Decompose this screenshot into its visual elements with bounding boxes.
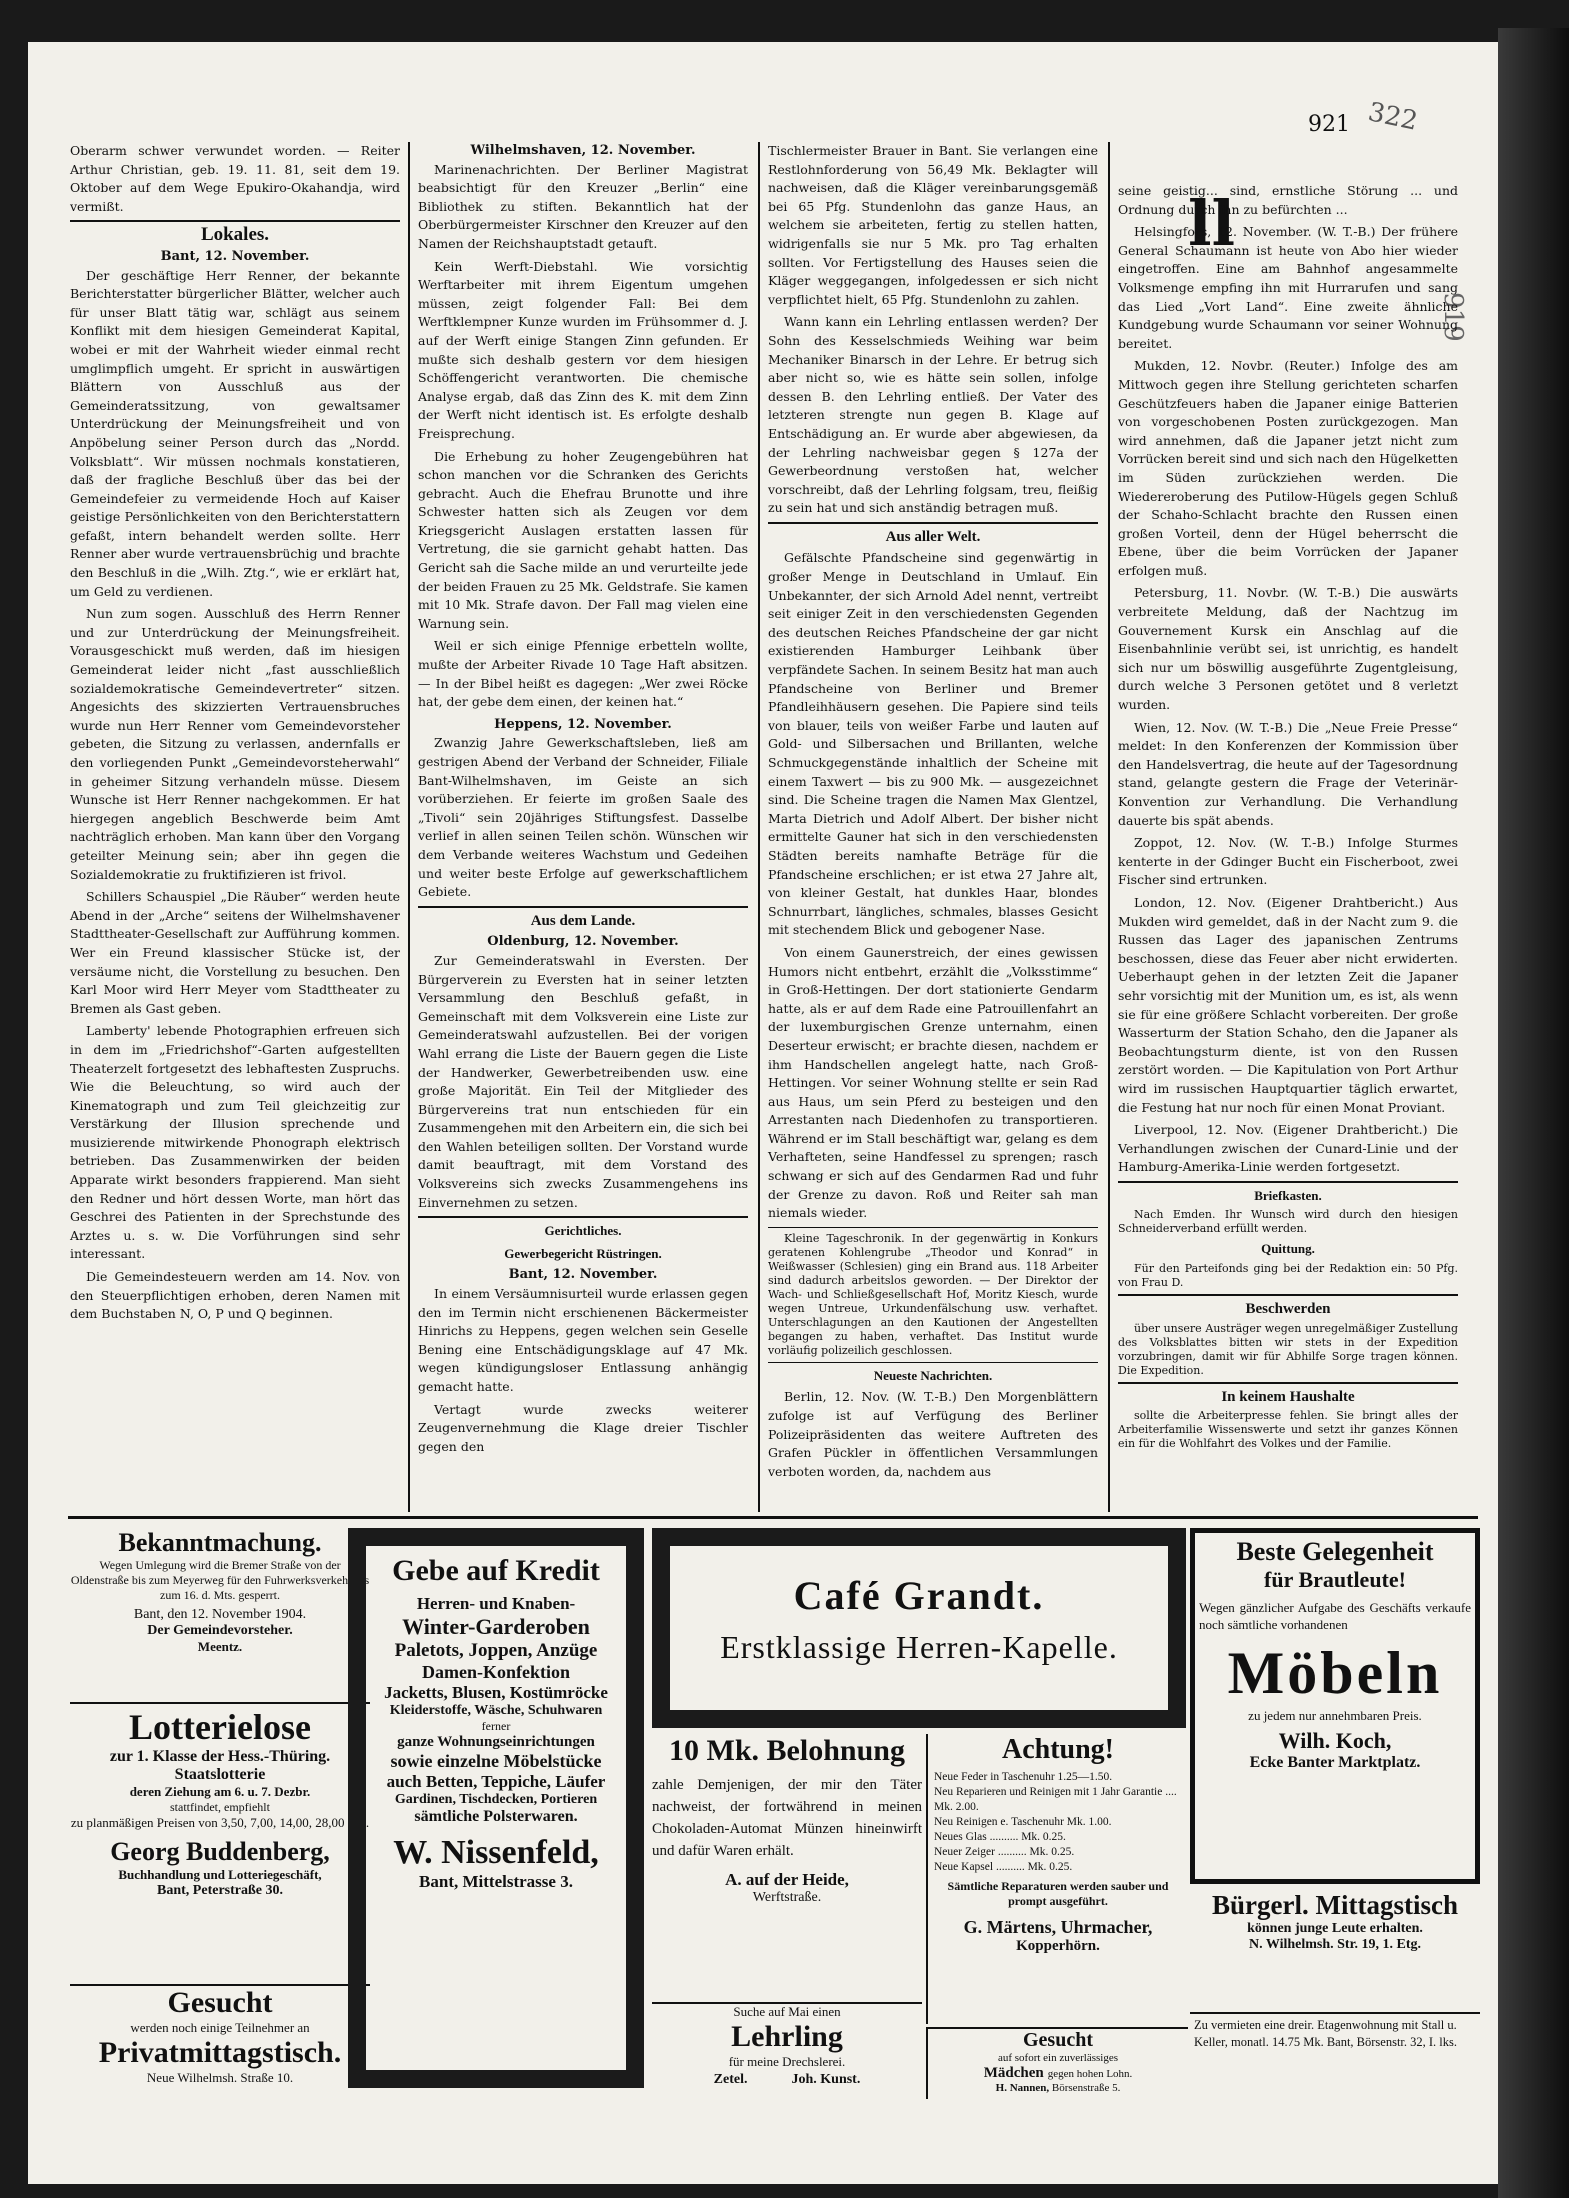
article-text: Wann kann ein Lehrling entlassen werden? Der Sohn des Kesselschmieds Weihing war beim Mechaniker Binarsch in der Lehre. Er betrug sich aber nicht so, wie es hätte sein sollen, infolge dessen B. den Lehrling entließ. Der Vater des letzteren strengte nun gegen B. Klage auf Entschädigung an. Er wurde aber abgewiesen, da der Lehrling nachweisbar gegen § 127a der Gewerbeordnung verstoßen hat, welcher vorschreibt, daß der Lehrling folgsam, treu, fleißig zu sein hat und sich anständig betragen muß. bbox=[768, 314, 1098, 516]
ad-title: Gesucht bbox=[167, 1986, 273, 2019]
ad-achtung-uhrmacher bbox=[926, 1734, 1188, 2024]
article-text: Berlin, 12. Nov. (W. T.-B.) Den Morgenblättern zufolge ist auf Verfügung des Berliner Polizeipräsidenten das weitere Auftreten des Grafen Pückler in öffentlichen Versammlungen verboten worden, da, nachdem aus bbox=[768, 1389, 1098, 1479]
ad-text: Börsenstraße 5. bbox=[1051, 2082, 1121, 2094]
article-text: Oberarm schwer verwundet worden. — Reiter Arthur Christian, geb. 19. 11. 81, seit dem 19. Oktober auf dem Wege Epukiro-Okahandja, wird vermißt. bbox=[70, 143, 400, 214]
article-text: Von einem Gaunerstreich, der eines gewissen Humors nicht entbehrt, erzählt die „Volksstimme“ in Groß-Hettingen. Der dort stationierte Gendarm hatte, als er auf dem Rade eine Patrouillenfahrt an der luxemburgischen Grenze unternahm, einen Deserteur erwischt; er brachte diesen, nachdem er ihm Handschellen angelegt hatte, nach Groß-Hettingen. Vor seiner Wohnung stellte er sein Rad aus Haus, um sein Pferd zu besteigen und den Arrestanten nach Diedenhofen zu transportieren. Während er im Stall beschäftigt war, gelang es dem Verhafteten, seine Handfessel zu sprengen; rasch schwang er sich auf des Gendarmen Rad und fuhr der Grenze zu davon. Roß und Reiter sah man niemals wieder. bbox=[768, 944, 1098, 1221]
column-rule bbox=[758, 142, 760, 1512]
article-text: Wien, 12. Nov. (W. T.-B.) Die „Neue Freie Presse“ meldet: In den Konferenzen der Kommission über den Handelsvertrag, die heute auf der Tagesordnung stand, gelangte gestern die Frage der Veterinär-Konvention zur Verhandlung. Die Verhandlung dauerte bis spät abends. bbox=[1118, 719, 1458, 828]
ad-title: Gesucht bbox=[1023, 2029, 1093, 2051]
ad-text: Bant, Peterstraße 30. bbox=[157, 1883, 283, 1898]
article-text: Die Gemeindesteuern werden am 14. Nov. von den Steuerpflichtigen erhoben, deren Namen mit dem Buchstaben N, O, P und Q beginnen. bbox=[70, 1269, 400, 1322]
ad-text: zu jedem nur annehmbaren Preis. bbox=[1248, 1708, 1422, 1723]
divider bbox=[768, 522, 1098, 524]
dateline: Heppens, 12. November. bbox=[494, 716, 672, 732]
article-text: Zwanzig Jahre Gewerkschaftsleben, ließ am gestrigen Abend der Verband der Schneider, Filiale Bant-Wilhelmshaven, im Geiste an sich vorüberziehen. Er feierte im großen Saale des „Tivoli“ sein 20jähriges Stiftungsfest. Dasselbe verlief in allen seinen Teilen schön. Wünschen wir dem Verbande weiteres Wachstum und Gedeihen und weiter beste Erfolge auf gewerkschaftlichem Gebiete. bbox=[418, 735, 748, 900]
binding-edge bbox=[1498, 28, 1569, 2198]
ad-name: A. auf der Heide, bbox=[725, 1870, 849, 1889]
ad-text: zur 1. Klasse der Hess.-Thüring. bbox=[109, 1748, 331, 1765]
section-heading: Aus dem Lande. bbox=[530, 912, 636, 929]
article-text: Liverpool, 12. Nov. (Eigener Drahtbericht.) Die Verhandlungen zwischen der Cunard-Linie und der Hamburg-Amerika-Linie werden fortgesetzt. bbox=[1118, 1122, 1458, 1175]
ad-text: Der Gemeindevorsteher. bbox=[147, 1623, 293, 1638]
article-text: Zur Gemeinderatswahl in Eversten. Der Bürgerverein zu Eversten hat in seiner letzten Versammlung den Beschluß gefaßt, in Gemeinschaft mit dem Volksverein eine Liste zur Gemeinderatswahl aufzustellen. Bei der vorigen Wahl errang die Liste der Bauern gegen die Liste der Handwerker, Gewerbetreibenden usw. eine große Majorität. Ein Teil der Mitglieder des Bürgervereins trat nun entschieden für ein Zusammengehen mit den Arbeitern ein, die sich bei den Wahlen beteiligen sollten. Der Vorstand wurde damit beauftragt, mit dem Vorstand des Volksvereins sich zwecks Zusammengehens ins Einvernehmen zu setzen. bbox=[418, 952, 748, 1210]
ad-title: Café Grandt. bbox=[793, 1573, 1045, 1618]
ad-name: Joh. Kunst. bbox=[791, 2072, 861, 2087]
ad-zu-vermieten bbox=[1190, 2012, 1480, 2096]
ad-buergerl-mittagstisch bbox=[1190, 1890, 1480, 2010]
ad-text: Ecke Banter Marktplatz. bbox=[1249, 1754, 1421, 1771]
ad-gesucht-mittagstisch bbox=[70, 1984, 370, 2096]
ad-text: ganze Wohnungseinrichtungen bbox=[397, 1734, 595, 1750]
ad-text: Winter-Garderoben bbox=[402, 1614, 590, 1639]
ad-nissenfeld-kredit bbox=[348, 1528, 644, 2088]
newspaper-page bbox=[28, 42, 1498, 2184]
ad-name: G. Märtens, Uhrmacher, bbox=[963, 1917, 1153, 1937]
article-text: Zoppot, 12. Nov. (W. T.-B.) Infolge Sturmes kenterte in der Gdinger Bucht ein Fischerboot, zwei Fischer sind ertrunken. bbox=[1118, 835, 1458, 888]
ad-gesucht-maedchen bbox=[926, 2027, 1188, 2099]
article-text: Nach Emden. Ihr Wunsch wird durch den hiesigen Schneiderverband erfüllt werden. bbox=[1118, 1208, 1458, 1236]
article-text: Für den Parteifonds ging bei der Redaktion ein: 50 Pfg. von Frau D. bbox=[1118, 1262, 1458, 1290]
ad-name: H. Nannen, bbox=[995, 2082, 1050, 2094]
ad-text: Mädchen bbox=[983, 2065, 1044, 2081]
subheading: Gewerbegericht Rüstringen. bbox=[504, 1245, 662, 1261]
section-heading: In keinem Haushalte bbox=[1221, 1388, 1355, 1405]
ad-name: Georg Buddenberg, bbox=[110, 1837, 330, 1866]
divider bbox=[70, 220, 400, 222]
divider bbox=[1118, 1181, 1458, 1183]
ad-text: gegen hohen Lohn. bbox=[1047, 2068, 1133, 2080]
ad-title: Gebe auf Kredit bbox=[392, 1554, 600, 1587]
ad-text: Suche auf Mai einen bbox=[733, 2004, 841, 2019]
ad-section-rule bbox=[68, 1516, 1478, 1519]
section-heading: Quittung. bbox=[1261, 1241, 1315, 1257]
section-heading: Briefkasten. bbox=[1254, 1187, 1322, 1203]
column-rule bbox=[1108, 142, 1110, 1512]
price-row: Neu Reinigen e. Taschenuhr Mk. 1.00. bbox=[934, 1816, 1112, 1828]
ad-text: auf sofort ein zuverlässiges bbox=[997, 2052, 1119, 2064]
ad-text: N. Wilhelmsh. Str. 19, 1. Etg. bbox=[1248, 1937, 1422, 1952]
ad-big-word: Möbeln bbox=[1227, 1640, 1443, 1706]
ad-subtitle: Erstklassige Herren-Kapelle. bbox=[720, 1629, 1118, 1665]
article-text: sollte die Arbeiterpresse fehlen. Sie bringt alles der Arbeiterfamilie Wissenswerte und setzt ihr ganzes Können ein für die Wohlfahrt des Volkes und der Familie. bbox=[1118, 1409, 1458, 1451]
ad-lehrling bbox=[652, 2002, 922, 2096]
ad-text: Staatslotterie bbox=[174, 1766, 266, 1783]
divider bbox=[1118, 1294, 1458, 1296]
section-heading: Lokales. bbox=[200, 224, 270, 246]
ad-title: Lehrling bbox=[731, 2020, 843, 2053]
divider bbox=[418, 1216, 748, 1218]
ad-text: Jacketts, Blusen, Kostümröcke bbox=[384, 1683, 608, 1702]
ad-title: Bekanntmachung. bbox=[118, 1528, 322, 1557]
ad-title: Bürgerl. Mittagstisch bbox=[1212, 1890, 1458, 1920]
column-2 bbox=[418, 142, 748, 1460]
ad-text: werden noch einige Teilnehmer an bbox=[130, 2020, 310, 2035]
ad-text: zu planmäßigen Preisen von 3,50, 7,00, 14,00, 28,00 Mk. bbox=[70, 1815, 370, 1830]
ad-text: Damen-Konfektion bbox=[422, 1662, 570, 1682]
ad-text: Wegen gänzlicher Aufgabe des Geschäfts verkaufe noch sämtliche vorhandenen bbox=[1199, 1600, 1471, 1632]
article-text: Schillers Schauspiel „Die Räuber“ werden heute Abend in der „Arche“ seitens der Wilhelmshavener Stadttheater-Gesellschaft zur Aufführung kommen. Wer ein Freund klassischer Stücke ist, der versäume nicht, die Vorstellung zu besuchen. Den Karl Moor wird Herr Meyer vom Stadttheater zu Bremen als Gast geben. bbox=[70, 889, 400, 1016]
page-number: 921 bbox=[1308, 112, 1350, 137]
article-text: Lamberty' lebende Photographien erfreuen sich in dem im „Friedrichshof“-Garten aufgestellten Theaterzelt fortgesetzt des lebhaftesten Zuspruchs. Wie die Beleuchtung, so wird auch der Kinematograph und zum Teil gleichzeitig zur Verstärkung der Illusion sprechende und musizierende mitwirkende Phonograph elektrisch betrieben. Das Zusammenwirken der beiden Apparate wirkt besonders frappierend. Man sieht den Redner und hört dessen Worte, man hört das Geschrei des Patienten in der Sprechstunde des Arztes u. s. w. Die Vorführungen sind sehr interessant. bbox=[70, 1023, 400, 1262]
ad-text: Buchhandlung und Lotteriegeschäft, bbox=[118, 1867, 322, 1882]
ad-text: deren Ziehung am 6. u. 7. Dezbr. bbox=[129, 1784, 311, 1799]
ad-text: auch Betten, Teppiche, Läufer bbox=[386, 1772, 606, 1791]
dateline: Bant, 12. November. bbox=[160, 248, 310, 264]
ad-title: Lotterielose bbox=[129, 1707, 311, 1747]
article-text: Nun zum sogen. Ausschluß des Herrn Renner und zur Unterdrückung der Meinungsfreiheit. Vorausgeschickt muß werden, daß im hiesigen Gemeinderat leider nicht „fast ausschließlich sozialdemokratische Gemeindevertreter“ sitzen. Angesichts des skizzierten Vertrauensbruches wurde nun Herr Renner vom Gemeindevorsteher gebeten, die Sitzung zu verlassen, andernfalls er den vorliegenden Punkt „Gemeindevorsteherwahl“ in geheimer Sitzung verhandeln müsse. Diesem Wunsche ist Herr Renner nachgekommen. Er hat hiergegen angeblich Beschwerde beim Amt nachträglich erhoben. Man kann über den Vorgang geteilter Meinung sein; aber ihn gegen die Sozialdemokratie zu fruktifizieren ist frivol. bbox=[70, 606, 400, 882]
ad-text: Bant, den 12. November 1904. bbox=[133, 1607, 307, 1622]
ad-text: Herren- und Knaben- bbox=[416, 1594, 576, 1613]
ad-lotterielose bbox=[70, 1702, 370, 1984]
divider bbox=[1118, 1382, 1458, 1384]
dateline: Oldenburg, 12. November. bbox=[487, 934, 679, 950]
corner-mark: 322 bbox=[1365, 97, 1421, 137]
ad-text: sämtliche Polsterwaren. bbox=[414, 1808, 578, 1825]
column-4 bbox=[1118, 142, 1458, 1455]
ad-text: Privatmittagstisch. bbox=[98, 2036, 342, 2069]
dateline: Bant, 12. November. bbox=[508, 1267, 658, 1283]
ad-text: Paletots, Joppen, Anzüge bbox=[394, 1640, 598, 1661]
ad-title: Beste Gelegenheit bbox=[1236, 1537, 1434, 1566]
ad-title: 10 Mk. Belohnung bbox=[669, 1734, 905, 1767]
column-1 bbox=[70, 142, 400, 1328]
ad-subtitle: für Brautleute! bbox=[1264, 1567, 1406, 1592]
article-text: Vertagt wurde zwecks weiterer Zeugenvernehmung die Klage dreier Tischler gegen den bbox=[418, 1401, 748, 1454]
article-text: über unsere Austräger wegen unregelmäßiger Zustellung des Volksblattes bitten wir stets in der Expedition vorzubringen, damit wir für Abhilfe Sorge tragen können. Die Expedition. bbox=[1118, 1321, 1458, 1377]
ad-text: Kopperhörn. bbox=[1016, 1938, 1100, 1954]
side-mark: 919 bbox=[1437, 292, 1468, 342]
price-row: Neue Feder in Taschenuhr 1.25—1.50. bbox=[934, 1771, 1113, 1783]
ad-text: Zu vermieten eine dreir. Etagenwohnung mit Stall u. Keller, monatl. 14.75 Mk. Bant, Börsenstr. 32, I. lks. bbox=[1194, 2018, 1458, 2049]
ad-text: Gardinen, Tischdecken, Portieren bbox=[394, 1792, 598, 1807]
dateline: Wilhelmshaven, 12. November. bbox=[470, 143, 696, 158]
column-rule bbox=[408, 142, 410, 1512]
ad-belohnung bbox=[652, 1734, 922, 1994]
ad-text: Bant, Mittelstrasse 3. bbox=[419, 1872, 573, 1891]
price-row: Neu Reparieren und Reinigen mit 1 Jahr Garantie .... Mk. 2.00. bbox=[934, 1786, 1177, 1813]
ad-text: sowie einzelne Möbelstücke bbox=[390, 1751, 602, 1771]
ad-moebel-koch bbox=[1190, 1528, 1480, 1884]
ad-text: zahle Demjenigen, der mir den Täter nachweist, der fortwährend in meinen Chokoladen-Automat Münzen hineinwirft und dafür Waren erhält. bbox=[652, 1777, 922, 1859]
divider bbox=[768, 1227, 1098, 1228]
price-row: Neues Glas .......... Mk. 0.25. bbox=[934, 1831, 1066, 1843]
article-text: Der geschäftige Herr Renner, der bekannte Berichterstatter bürgerlicher Blätter, welcher auch für unser Blatt tätig war, schlägt aus seinem Konflikt mit dem hiesigen Gemeinderat Kapital, wobei er mit der Wahrheit wieder einmal recht umglimpflich umgeht. Er spricht in auswärtigen Blättern von Ausschluß aus der Gemeinderatssitzung, von gewaltsamer Unterdrückung der Meinungsfreiheit und von Anpöbelung seiner Person durch das „Nordd. Volksblatt“. Wir müssen nochmals konstatieren, daß der fragliche Beschluß über das bei der Gemeindefeier zu vermeidende Hoch auf Kaiser geistige Persönlichkeiten von den Berichterstattern gefaßt, intern behandelt werden sollte. Herr Renner aber wurde vertrauensbrüchig und brachte den Beschluß in die „Wilh. Ztg.“, wie er erklärt hat, um Geld zu verdienen. bbox=[70, 267, 400, 599]
article-text: Marinenachrichten. Der Berliner Magistrat beabsichtigt für den Kreuzer „Berlin“ eine Bibliothek zu stiften. Bekanntlich hat der Oberbürgermeister Kirschner den Kreuzer auf den Namen der Reichshauptstadt getauft. bbox=[418, 161, 748, 251]
price-row: Neue Kapsel .......... Mk. 0.25. bbox=[934, 1861, 1073, 1873]
divider bbox=[418, 906, 748, 908]
article-text: Tischlermeister Brauer in Bant. Sie verlangen eine Restlohnforderung von 56,49 Mk. Beklagter will nachweisen, daß die Kläger vereinbarungsgemäß bei 65 Pfg. Stundenlohn das ganze Haus, an welchem sie arbeiteten, fertig zu stellen hatten, widrigenfalls sie nur 5 Mk. pro Tag erhalten sollten. Vor Fertigstellung des Hauses seien die Kläger weggegangen, infolgedessen er sich nicht verpflichtet hielt, 65 Pfg. Stundenlohn zu zahlen. bbox=[768, 143, 1098, 307]
article-text: Helsingfors, 12. November. (W. T.-B.) Der frühere General Schaumann ist heute von Abo hier wieder eingetroffen. Eine am Bahnhof angesammelte Volksmenge empfing ihn mit Hurrarufen und sang das Lied „Vort Land“. Eine zweite ähnliche Kundgebung wurde Schaumann vor seiner Wohnung bereitet. bbox=[1118, 224, 1458, 351]
article-text: In einem Versäumnisurteil wurde erlassen gegen den im Termin nicht erschienenen Bäckermeister Hinrichs zu Heppens, gegen welchen sein Geselle Bening eine Entschädigungsklage auf 47 Mk. wegen kündigungsloser Entlassung anhängig gemacht hatte. bbox=[418, 1286, 748, 1394]
ad-text: für meine Drechslerei. bbox=[728, 2054, 846, 2069]
article-text: Petersburg, 11. Novbr. (W. T.-B.) Die auswärts verbreitete Meldung, daß der Nachtzug im Gouvernement Kursk ein Anschlag auf die Eisenbahnlinie verübt sei, ist unrichtig, es handelt sich nur um böswillig ausgeführte Zugentgleisung, durch welche 3 Personen getötet und 8 verletzt wurden. bbox=[1118, 585, 1458, 713]
ad-text: Wegen Umlegung wird die Bremer Straße von der Oldenstraße bis zum Meyerweg für den Fuhrwerksverkehr bis zum 16. d. Mts. gesperrt. bbox=[70, 1558, 370, 1602]
ad-name: Wilh. Koch, bbox=[1278, 1728, 1392, 1753]
article-text: Gefälschte Pfandscheine sind gegenwärtig in großer Menge in Deutschland in Umlauf. Ein Unbekannter, der sich Arnold Adel nennt, vertreibt seit einiger Zeit in den verschiedensten Gegenden des deutschen Reiches Pfandscheine der gar nicht existierenden Hamburger Leihbank über verpfändete Sachen. In seinem Besitz hat man auch Pfandscheine von Berliner und Bremer Pfandleihhäusern gesehen. Die Papiere sind teils von blauer, teils von weißer Farbe und lauten auf Gold- und Silbersachen und Brillanten, welche Schmuckgegenstände inhaltlich der Scheine mit einem Taxwert — bis zu 900 Mk. — ausgezeichnet sind. Die Scheine tragen die Namen Max Glentzel, Marta Dietrich und Adolf Albert. Der bisher nicht ermittelte Gauner hat sich in den verschiedensten Städten bereits namhafte Beträge für die Pfandscheine erschlichen; er ist etwa 27 Jahre alt, von kleiner Gestalt, hat dunkles Haar, blondes Schnurrbart, längliches, schmales, blasses Gesicht mit stechendem Blick und gebogener Nase. bbox=[768, 550, 1098, 938]
ad-title: Achtung! bbox=[1001, 1734, 1114, 1765]
ad-text: stattfindet, empfiehlt bbox=[170, 1800, 270, 1814]
price-row: Neuer Zeiger .......... Mk. 0.25. bbox=[934, 1846, 1075, 1858]
article-text: Mukden, 12. Novbr. (Reuter.) Infolge des am Mittwoch gegen ihre Stellung gerichteten scharfen Geschützfeuers haben die Japaner einige Batterien von vorgeschobenen Posten zurückgezogen. Man wird annehmen, daß die Japaner jetzt nicht zum Vorrücken bereit sind und sich nach den Hügelketten im Süden zurückziehen werden. Die Wiedereroberung des Putilow-Hügels gegen Schluß der Schaho-Schlacht brachte den Russen einen großen Vorteil, denn der Hügel beherrscht die Ebene, über die beim Vorrücken der Japaner erfolgen muß. bbox=[1118, 358, 1458, 578]
ad-text: Werftstraße. bbox=[752, 1890, 822, 1905]
ad-text: Neue Wilhelmsh. Straße 10. bbox=[146, 2070, 294, 2085]
ad-bekanntmachung bbox=[70, 1528, 370, 1698]
divider bbox=[768, 1362, 1098, 1363]
section-heading: Beschwerden bbox=[1245, 1301, 1331, 1318]
article-text: Kleine Tageschronik. In der gegenwärtig in Konkurs geratenen Kohlengrube „Theodor und Konrad“ in Weißwasser (Schlesien) ging ein Brand aus. 118 Arbeiter sind dadurch arbeitslos geworden. — Der Direktor der Wach- und Schließgesellschaft Hof, Moritz Kiesch, wurde wegen Untreue, Urkundenfälschung usw. verhaftet. Unterschlagungen an den Kautionen der Angestellten begangen zu haben, verhaftet. Das Institut wurde vorläufig polizeilich geschlossen. bbox=[768, 1231, 1098, 1357]
ad-text: können junge Leute erhalten. bbox=[1247, 1921, 1423, 1936]
ad-text: Zetel. bbox=[713, 2072, 748, 2087]
article-text: Kein Werft-Diebstahl. Wie vorsichtig Werftarbeiter mit ihrem Eigentum umgehen müssen, zeigt folgender Fall: Bei dem Werftklempner Kunze wurden im Frühsommer d. J. auf der Werft einige Stangen Zinn gefunden. Er mußte sich deshalb gestern vor dem hiesigen Schöffengericht verantworten. Die chemische Analyse ergab, daß das Zinn des K. mit dem Zinn der Werft nicht identisch ist. Es erfolgte deshalb Freisprechung. bbox=[418, 258, 748, 441]
article-text: seine geistig... sind, ernstliche Störung ... und Ordnung durch ihn zu befürchten ... bbox=[1118, 183, 1458, 217]
ad-cafe-grandt bbox=[652, 1528, 1186, 1728]
column-3 bbox=[768, 142, 1098, 1485]
masthead-fragment: ll bbox=[1188, 187, 1236, 260]
section-heading: Gerichtliches. bbox=[544, 1223, 622, 1239]
ad-text: Meentz. bbox=[197, 1639, 243, 1654]
article-text: London, 12. Nov. (Eigener Drahtbericht.) Aus Mukden wird gemeldet, daß in der Nacht zum 9. die Russen das Lager des japanischen Zentrums beschossen, diese das Feuer aber nicht erwiderten. Ueberhaupt gehen in der letzten Zeit die Japaner sehr vorsichtig mit der Munition um, es ist, als wenn sie für eine größere Schlacht vorbereiten. Der große Wasserturm der Station Schaho, den die Japaner als Beobachtungsturm diente, ist von den Russen zerstört worden. — Die Kapitulation von Port Arthur wird im russischen Hauptquartier täglich erwartet, die Festung hat nur noch für einen Monat Proviant. bbox=[1118, 894, 1458, 1115]
ad-name: W. Nissenfeld, bbox=[393, 1834, 599, 1871]
article-text: Weil er sich einige Pfennige erbetteln wollte, mußte der Arbeiter Rivade 10 Tage Haft absitzen. — In der Bibel heißt es dagegen: „Wer zwei Röcke hat, der gebe dem einen, der keinen hat.“ bbox=[418, 638, 748, 710]
ad-text: Sämtliche Reparaturen werden sauber und prompt ausgeführt. bbox=[947, 1879, 1169, 1908]
section-heading: Neueste Nachrichten. bbox=[873, 1367, 993, 1383]
ad-text: Kleiderstoffe, Wäsche, Schuhwaren bbox=[389, 1703, 603, 1718]
article-text: Die Erhebung zu hoher Zeugengebühren hat schon manchen vor die Schranken des Gerichts gebracht. Auch die Ehefrau Brunotte und ihre Schwester hatten sich als Zeugen vor dem Kriegsgericht Auslagen erstatten lassen für Vertretung, die sie garnicht gehabt hatten. Das Gericht sah die Sache milde an und verurteilte jede der beiden Frauen zu 25 Mk. Geldstrafe. Sie kamen mit 10 Mk. Strafe davon. Der Fall mag vielen eine Warnung sein. bbox=[418, 448, 748, 631]
ad-text: ferner bbox=[481, 1719, 511, 1733]
section-heading: Aus aller Welt. bbox=[885, 528, 981, 545]
